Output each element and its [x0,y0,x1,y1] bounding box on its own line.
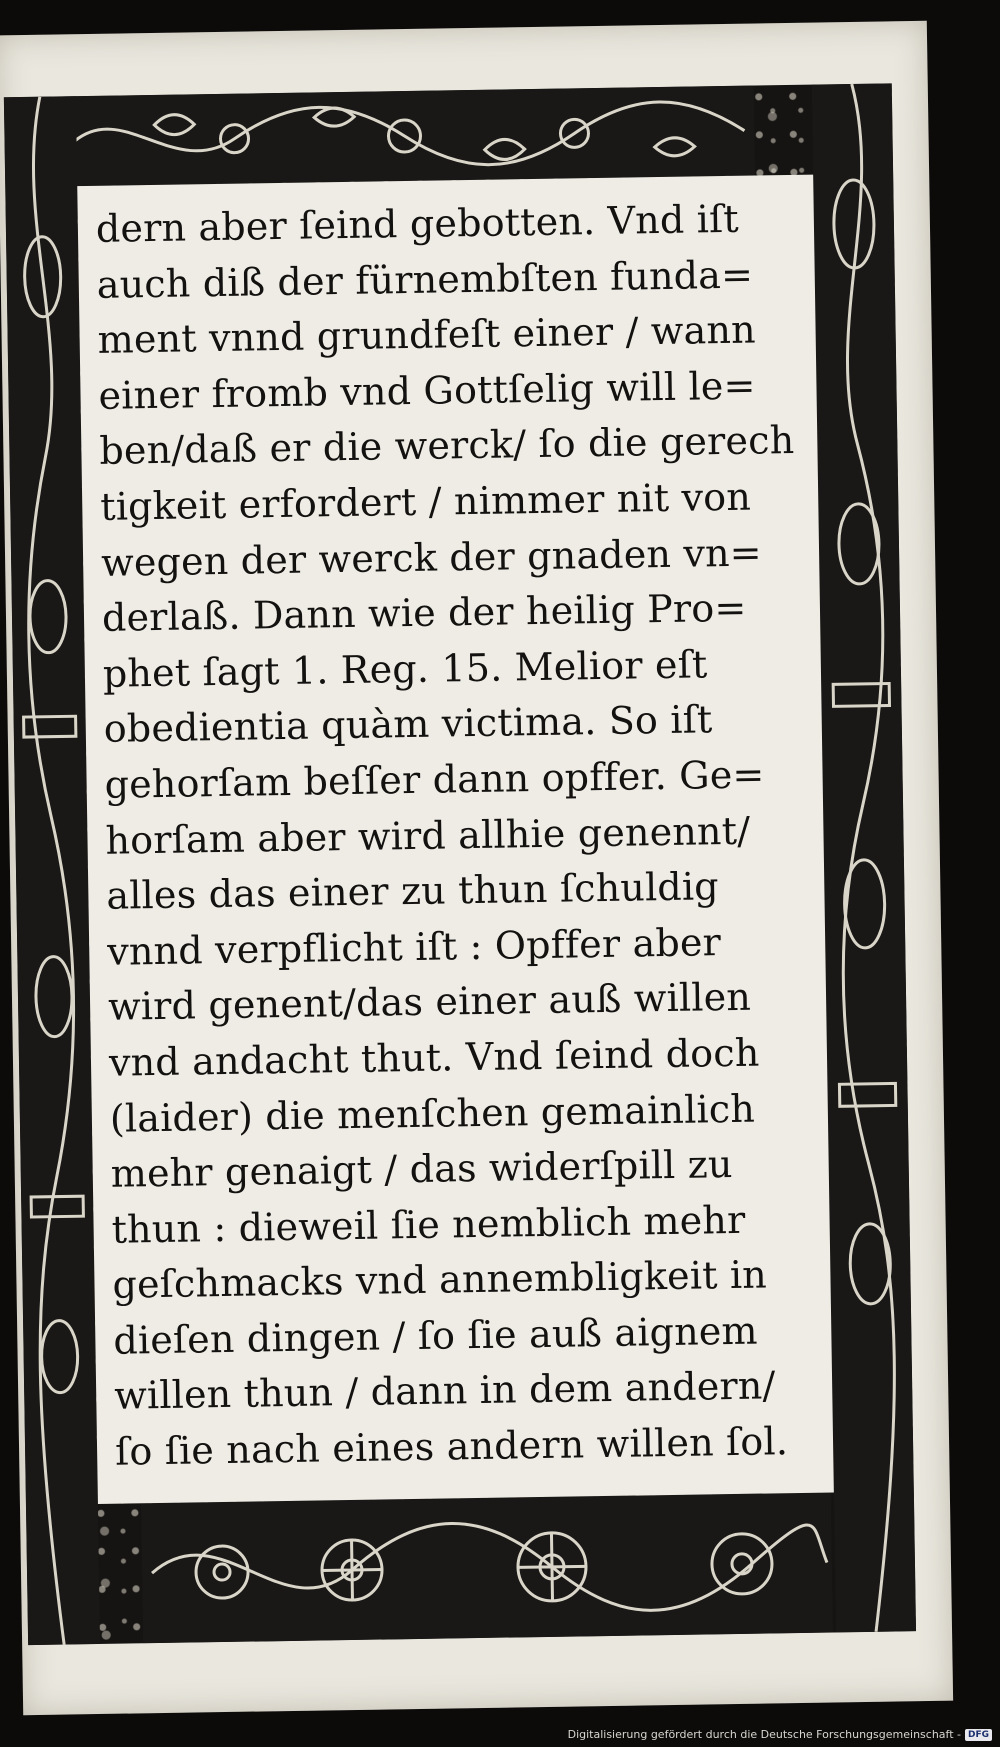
text-line: horſam aber wird allhie genennt/ [105,808,751,863]
text-line: geſchmacks vnd annembligkeit in [112,1252,768,1308]
digitization-footer [568,1728,992,1741]
text-line: auch diß der fürnembſten funda= [96,252,754,307]
text-line: ben/daß er die werck/ ſo die gerech [99,418,795,474]
text-line: obedientia quàm victima. So iſt [103,697,713,752]
text-line: tigkeit erfordert / nimmer nit von [99,474,752,529]
body-text [95,191,815,1480]
text-line: thun : dieweil ſie nemblich mehr [111,1197,746,1252]
text-line: willen thun / dann in dem andern/ [113,1363,776,1419]
dfg-logo: DFG [965,1729,992,1741]
text-line: (laider) die menſchen gemainlich [109,1086,756,1141]
book-page [0,21,953,1715]
bottom-floral-ornament [141,1492,833,1643]
text-line: gehorſam beſſer dann opffer. Ge= [104,752,765,807]
text-line: ment vnnd grundfeſt einer / wann [97,307,757,363]
text-panel [77,175,834,1504]
text-line: dern aber ſeind gebotten. Vnd iſt [95,196,740,251]
ornamental-border-frame [4,83,916,1645]
text-line: wegen der werck der gnaden vn= [100,530,763,585]
text-line: einer fromb vnd Gottſelig will le= [98,363,756,418]
text-line: derlaß. Dann wie der heilig Pro= [101,585,747,640]
text-line: ſo ſie nach eines andern willen ſol. [114,1419,789,1474]
text-line: vnd andacht thut. Vnd ſeind doch [108,1030,760,1085]
text-line: dieſen dingen / ſo ſie auß aignem [113,1308,759,1363]
text-line: mehr genaigt / das widerſpill zu [110,1142,733,1196]
funding-note: Digitalisierung gefördert durch die Deutsche Forschungsgemeinschaft - [567,1728,961,1741]
top-floral-ornament [64,86,755,187]
text-line: vnnd verpflicht iſt : Opffer aber [106,919,722,974]
text-line: alles das einer zu thun ſchuldig [106,864,720,918]
text-line: wird genent/das einer auß willen [107,974,752,1030]
text-line: phet ſagt 1. Reg. 15. Melior eſt [102,642,708,696]
